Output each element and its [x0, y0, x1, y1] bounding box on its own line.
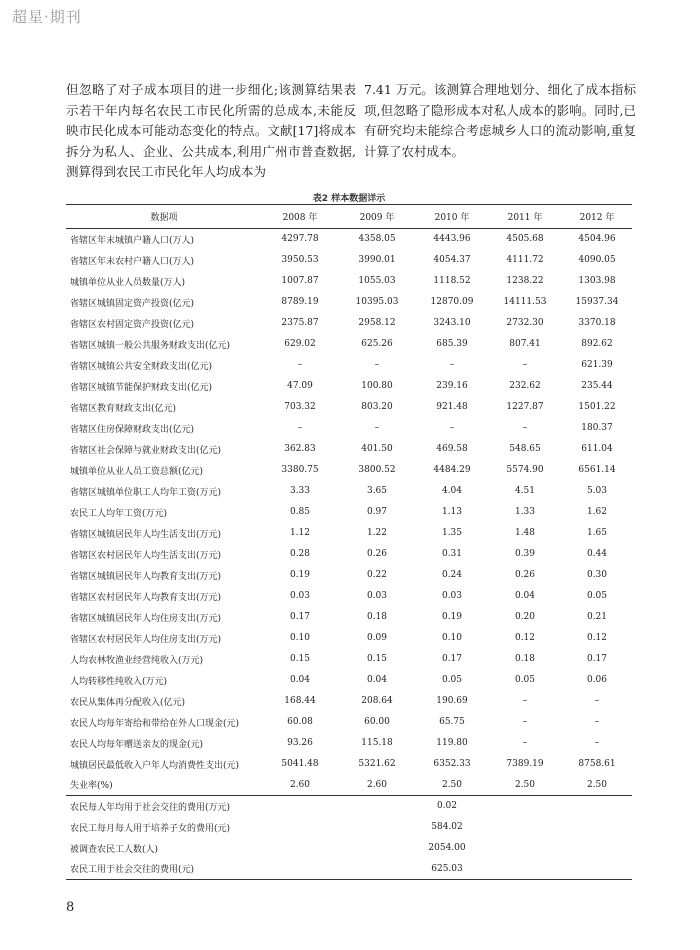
data-cell: 1.35: [441, 528, 463, 538]
right-paragraph: 7.41 万元。该测算合理地划分、细化了成本指标项,但忽略了隐形成本对私人成本的影响。同时,已有研究均未能综合考虑城乡人口的流动影响,重复计算了农村成本。: [364, 82, 636, 159]
data-cell: 3800.52: [358, 465, 396, 475]
row-label: 农民从集体再分配收入(亿元): [70, 697, 186, 708]
data-cell: 5041.48: [281, 759, 319, 769]
data-cell: 1055.03: [358, 276, 396, 286]
table-row: [66, 565, 632, 586]
data-cell: 0.10: [289, 633, 311, 643]
row-label: 失业率(%): [70, 781, 113, 792]
data-cell: –: [374, 360, 380, 370]
data-cell: 208.64: [361, 696, 393, 706]
data-cell: 60.08: [287, 717, 313, 727]
summary-row: [66, 838, 632, 859]
table-row: [66, 523, 632, 544]
data-cell: 4297.78: [281, 234, 319, 245]
data-cell: 0.21: [586, 612, 608, 622]
data-cell: 4.04: [441, 486, 463, 496]
data-cell: 0.05: [586, 591, 608, 601]
row-label: 省辖区城镇居民年人均教育支出(万元): [70, 571, 222, 582]
data-cell: 0.19: [289, 570, 311, 580]
data-cell: 1227.87: [506, 402, 544, 412]
table-row: [66, 229, 632, 250]
data-cell: –: [449, 423, 455, 433]
data-cell: 3990.01: [358, 255, 396, 265]
data-cell: 3370.18: [578, 318, 616, 328]
data-cell: 3950.53: [281, 255, 319, 265]
data-cell: 4504.96: [578, 234, 616, 245]
summary-label: 农民每人年均用于社会交往的费用(万元): [70, 802, 231, 813]
summary-value: 584.02: [431, 822, 463, 832]
page-number: 8: [66, 900, 75, 915]
column-header: 数据项: [150, 213, 178, 223]
table-row: [66, 355, 632, 376]
data-cell: 1.22: [366, 528, 388, 538]
data-cell: 2375.87: [281, 318, 319, 328]
data-cell: 703.32: [284, 402, 316, 412]
column-header: 2009 年: [359, 213, 395, 223]
data-cell: –: [522, 423, 528, 433]
data-cell: 0.04: [289, 675, 311, 685]
data-cell: –: [522, 696, 528, 706]
data-cell: 0.26: [514, 570, 536, 580]
data-cell: 100.80: [361, 381, 393, 391]
data-cell: 0.31: [441, 549, 463, 559]
data-cell: 3243.10: [433, 318, 471, 328]
data-cell: 0.12: [514, 633, 536, 643]
row-label: 省辖区城镇居民年人均生活支出(万元): [70, 529, 222, 540]
data-cell: –: [594, 738, 600, 748]
table-row: [66, 460, 632, 481]
row-label: 省辖区年末城镇户籍人口(万人): [70, 235, 195, 246]
data-cell: 4443.96: [433, 234, 471, 245]
row-label: 省辖区农村居民年人均生活支出(万元): [70, 550, 222, 561]
data-cell: 0.05: [441, 675, 463, 685]
data-cell: 2.50: [586, 779, 608, 790]
data-cell: 190.69: [436, 696, 468, 706]
data-cell: 0.20: [514, 612, 536, 622]
row-label: 省辖区城镇公共安全财政支出(亿元): [70, 361, 213, 372]
data-cell: 12870.09: [430, 297, 474, 307]
table-row: [66, 481, 632, 502]
table-row: [66, 586, 632, 607]
table-row: [66, 502, 632, 523]
data-cell: –: [594, 696, 600, 706]
data-cell: 8789.19: [281, 297, 319, 307]
data-cell: 1501.22: [578, 402, 616, 412]
data-cell: 0.28: [289, 549, 311, 559]
data-cell: 2958.12: [358, 318, 396, 328]
data-cell: 1.13: [441, 507, 463, 517]
row-label: 省辖区城镇固定资产投资(亿元): [70, 298, 195, 309]
data-cell: 239.16: [436, 381, 468, 391]
summary-value: 625.03: [431, 863, 463, 874]
data-cell: 401.50: [361, 444, 393, 454]
data-cell: –: [374, 423, 380, 433]
data-cell: 1.65: [586, 528, 608, 538]
row-label: 城镇单位从业人员工资总额(亿元): [70, 466, 204, 477]
data-cell: 180.37: [581, 423, 613, 433]
data-cell: –: [522, 360, 528, 370]
data-cell: –: [594, 717, 600, 727]
data-cell: 0.05: [514, 675, 536, 685]
data-cell: 921.48: [436, 402, 468, 412]
table-row: [66, 691, 632, 712]
column-header: 2008 年: [282, 213, 318, 223]
row-label: 省辖区年末农村户籍人口(万人): [70, 256, 195, 267]
sample-data-table: [66, 204, 632, 880]
data-cell: 0.17: [586, 654, 608, 664]
data-cell: 6561.14: [578, 465, 616, 475]
data-cell: 0.18: [366, 612, 388, 622]
data-cell: 625.26: [361, 339, 393, 349]
data-cell: 0.18: [514, 654, 536, 664]
left-text-column: [66, 80, 356, 183]
data-cell: 0.30: [586, 570, 608, 580]
summary-value: 0.02: [436, 801, 458, 812]
data-cell: 7389.19: [506, 759, 544, 769]
data-cell: 0.04: [366, 675, 388, 685]
row-label: 人均转移性纯收入(万元): [70, 676, 168, 687]
data-cell: 4111.72: [506, 255, 544, 265]
table-row: [66, 439, 632, 460]
data-cell: 0.39: [514, 549, 536, 559]
data-cell: 6352.33: [433, 759, 471, 769]
data-cell: 0.06: [586, 675, 608, 685]
data-cell: 3380.75: [281, 465, 319, 475]
row-label: 城镇居民最低收入户年人均消费性支出(元): [70, 760, 240, 771]
data-cell: 0.15: [366, 654, 388, 664]
row-label: 省辖区农村居民年人均教育支出(万元): [70, 592, 222, 603]
row-label: 省辖区农村居民年人均住房支出(万元): [70, 634, 222, 645]
data-cell: 1238.22: [506, 276, 544, 286]
data-cell: 2.50: [514, 779, 536, 790]
table-title: 表2 样本数据详示: [312, 194, 386, 204]
data-cell: 0.44: [586, 549, 608, 559]
table-row: [66, 250, 632, 271]
data-cell: 0.03: [366, 591, 388, 601]
data-cell: 0.85: [289, 507, 311, 517]
data-cell: 1118.52: [433, 276, 471, 286]
table-row: [66, 418, 632, 439]
data-cell: 0.17: [441, 654, 463, 664]
data-cell: 0.26: [366, 549, 388, 559]
data-cell: 685.39: [436, 339, 468, 349]
table-row: [66, 733, 632, 754]
data-cell: 0.04: [514, 591, 536, 601]
data-cell: 611.04: [581, 444, 613, 454]
data-cell: 892.62: [581, 339, 613, 349]
data-cell: 2732.30: [506, 318, 544, 328]
data-cell: 469.58: [436, 444, 468, 454]
data-cell: –: [449, 360, 455, 370]
data-cell: 47.09: [287, 381, 313, 391]
data-cell: 1.33: [514, 507, 536, 517]
table-row: [66, 628, 632, 649]
row-label: 城镇单位从业人员数量(万人): [70, 277, 186, 288]
row-label: 省辖区城镇单位职工人均年工资(万元): [70, 487, 222, 498]
row-label: 省辖区社会保障与就业财政支出(亿元): [70, 445, 222, 456]
row-label: 省辖区城镇一般公共服务财政支出(亿元): [70, 340, 231, 351]
data-cell: 14111.53: [503, 297, 547, 307]
data-cell: 1.12: [289, 528, 311, 538]
data-cell: 4358.05: [358, 234, 396, 245]
summary-label: 农民工用于社会交往的费用(元): [70, 865, 195, 876]
right-text-column: [364, 80, 636, 162]
table-header-row: [66, 205, 632, 229]
data-cell: 1007.87: [281, 276, 319, 286]
table-row: [66, 376, 632, 397]
summary-value: 2054.00: [428, 843, 466, 853]
data-cell: –: [297, 360, 303, 370]
data-cell: 629.02: [284, 339, 316, 349]
column-header: 2011 年: [507, 213, 543, 223]
data-cell: 0.97: [366, 507, 388, 517]
data-cell: 1303.98: [578, 276, 616, 286]
data-cell: 3.65: [366, 486, 388, 496]
row-label: 省辖区农村固定资产投资(亿元): [70, 319, 195, 330]
data-cell: 232.62: [509, 381, 541, 391]
data-cell: 0.03: [441, 591, 463, 601]
data-cell: 0.22: [366, 570, 388, 580]
data-cell: 0.19: [441, 612, 463, 622]
data-cell: 168.44: [284, 696, 316, 706]
journal-watermark: 超星·期刊: [12, 8, 82, 26]
data-cell: 2.60: [289, 779, 311, 790]
data-cell: 4505.68: [506, 234, 544, 245]
table-row: [66, 775, 632, 796]
left-paragraph: 但忽略了对子成本项目的进一步细化;该测算结果表示若干年内每名农民工市民化所需的总成本,未能反映市民化成本可能动态变化的特点。文献[17]将成本拆分为私人、企业、公共成本,利用广州市普查数据,测算得到农民工市民化年人均成本为: [66, 82, 356, 179]
table-row: [66, 544, 632, 565]
data-cell: 235.44: [581, 381, 613, 391]
data-cell: 10395.03: [355, 297, 399, 307]
summary-label: 被调查农民工人数(人): [70, 844, 159, 855]
data-cell: 621.39: [581, 360, 613, 370]
data-cell: 4090.05: [578, 255, 616, 265]
table-row: [66, 649, 632, 670]
table-row: [66, 607, 632, 628]
summary-row: [66, 817, 632, 838]
data-cell: 5321.62: [358, 759, 396, 769]
data-cell: –: [522, 738, 528, 748]
data-cell: 0.17: [289, 612, 311, 622]
table-row: [66, 271, 632, 292]
data-cell: 2.60: [366, 779, 388, 790]
table-row: [66, 670, 632, 691]
row-label: 人均农林牧渔业经营纯收入(万元): [70, 655, 204, 666]
data-cell: 803.20: [361, 402, 393, 412]
row-label: 省辖区城镇节能保护财政支出(亿元): [70, 382, 213, 393]
data-cell: 93.26: [287, 738, 313, 748]
data-cell: 0.09: [366, 633, 388, 643]
row-label: 农民工人均年工资(万元): [70, 508, 168, 519]
data-cell: 4054.37: [433, 255, 471, 265]
data-cell: 5574.90: [506, 465, 544, 475]
table-row: [66, 397, 632, 418]
row-label: 农民人均每年寄给和带给在外人口现金(元): [70, 718, 240, 729]
data-cell: 15937.34: [575, 297, 619, 307]
data-cell: 0.03: [289, 591, 311, 601]
row-label: 省辖区教育财政支出(亿元): [70, 403, 177, 414]
table-row: [66, 334, 632, 355]
data-cell: 115.18: [361, 738, 393, 748]
data-cell: –: [522, 717, 528, 727]
data-cell: 1.62: [586, 507, 608, 517]
table-row: [66, 292, 632, 313]
summary-row: [66, 859, 632, 880]
table-row: [66, 712, 632, 733]
data-cell: 807.41: [509, 339, 541, 349]
data-cell: 2.50: [441, 779, 463, 790]
data-cell: 0.10: [441, 633, 463, 643]
data-cell: 1.48: [514, 528, 536, 538]
data-cell: 8758.61: [578, 759, 616, 769]
table-body: [66, 229, 632, 880]
data-cell: 60.00: [364, 717, 390, 727]
data-cell: 4.51: [514, 486, 536, 496]
data-cell: 548.65: [509, 444, 541, 454]
summary-label: 农民工每月每人用于培养子女的费用(元): [70, 823, 231, 834]
column-header: 2010 年: [434, 213, 470, 223]
table-row: [66, 754, 632, 775]
data-cell: 0.24: [441, 570, 463, 580]
data-cell: 65.75: [439, 717, 465, 727]
data-cell: 4484.29: [433, 465, 471, 475]
table-row: [66, 313, 632, 334]
data-cell: 3.33: [289, 486, 311, 496]
data-cell: 0.12: [586, 633, 608, 643]
data-cell: 362.83: [284, 444, 316, 454]
data-cell: –: [297, 423, 303, 433]
row-label: 省辖区住房保障财政支出(亿元): [70, 424, 195, 435]
data-cell: 119.80: [436, 738, 468, 748]
data-cell: 0.15: [289, 654, 311, 664]
column-header: 2012 年: [579, 213, 615, 223]
summary-row: [66, 796, 632, 817]
data-cell: 5.03: [586, 486, 608, 496]
row-label: 省辖区城镇居民年人均住房支出(万元): [70, 613, 222, 624]
row-label: 农民人均每年赠送亲友的现金(元): [70, 739, 204, 750]
